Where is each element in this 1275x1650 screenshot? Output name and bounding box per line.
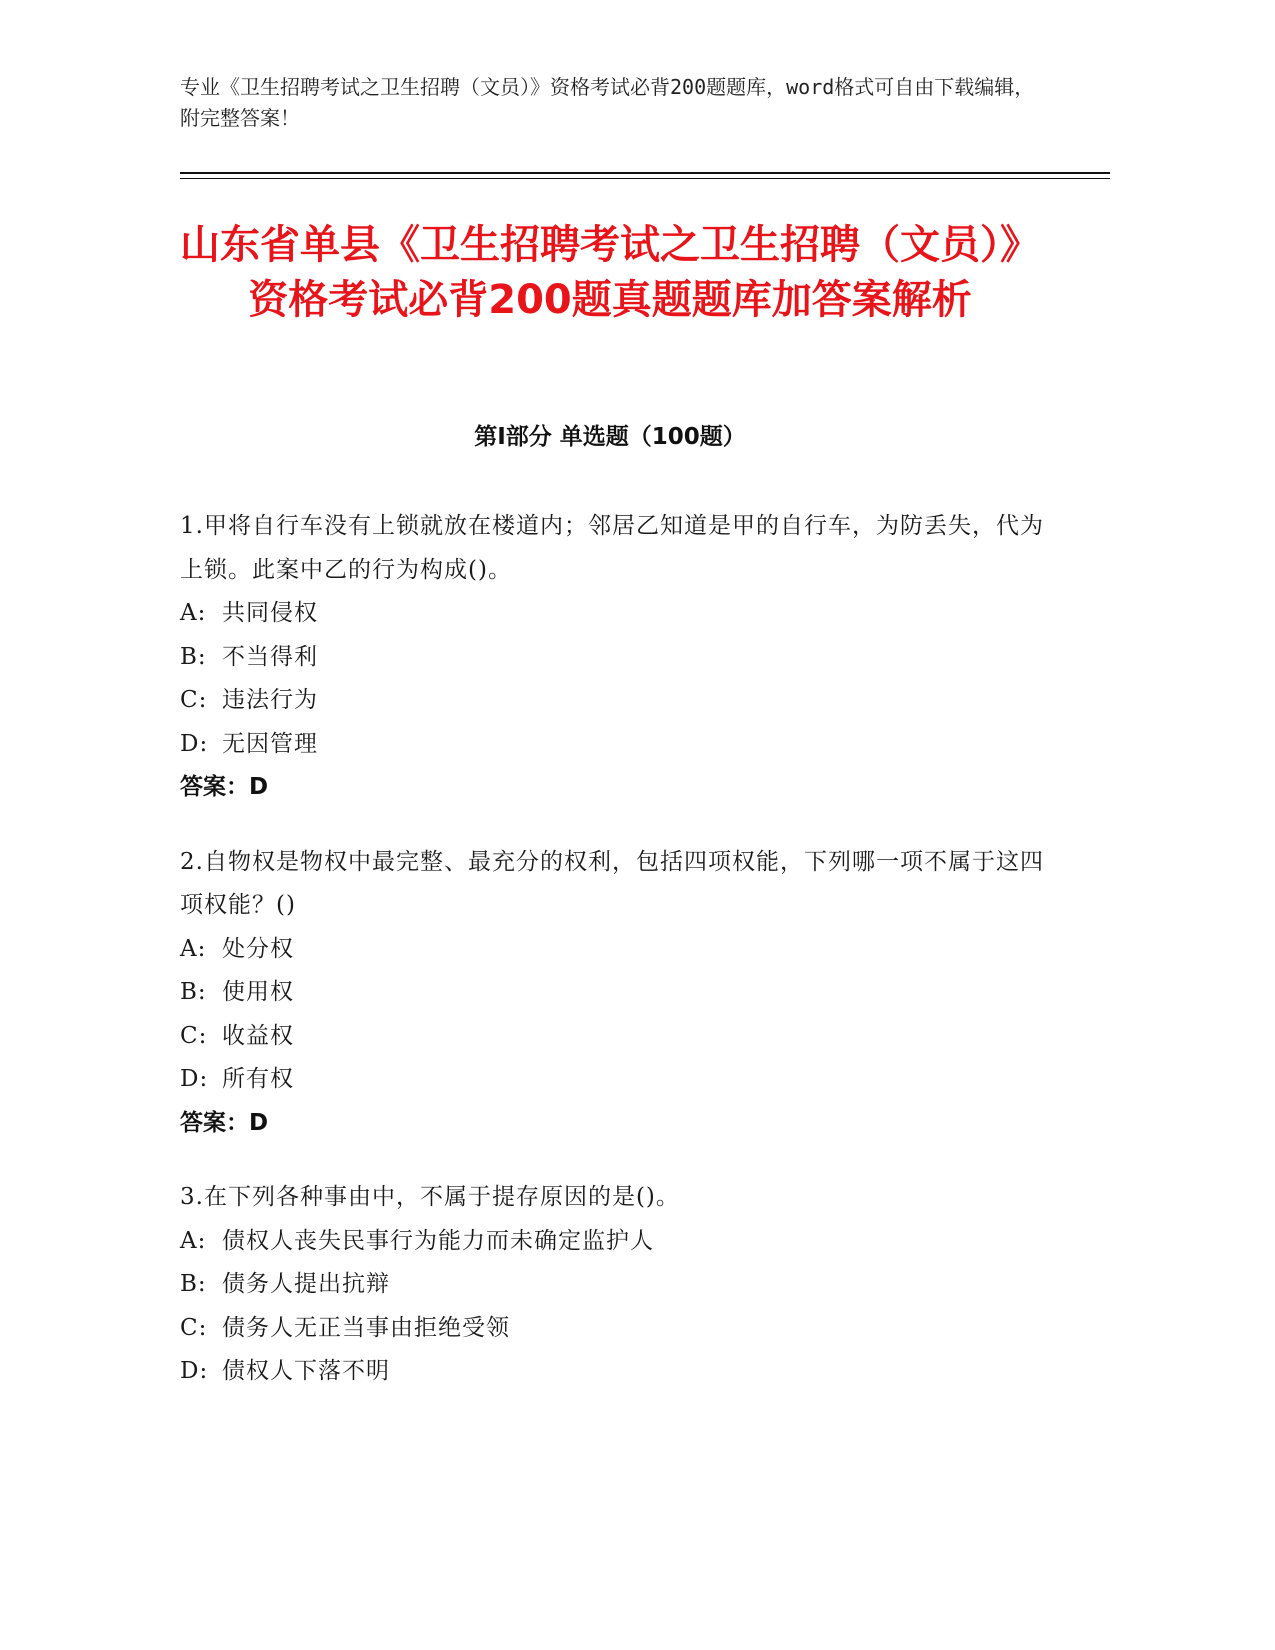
section-heading: 第Ⅰ部分 单选题（100题）	[474, 424, 746, 450]
option-d	[180, 1350, 1060, 1394]
question-stem: 1.甲将自行车没有上锁就放在楼道内；邻居乙知道是甲的自行车，为防丢失，代为上锁。此案中乙的行为构成()。	[180, 513, 1044, 583]
option-c	[180, 1307, 1060, 1351]
option-text: 使用权	[222, 979, 294, 1005]
option-letter: D:	[180, 730, 209, 757]
option-text: 债务人无正当事由拒绝受领	[222, 1314, 510, 1341]
option-d	[180, 1058, 1060, 1102]
option-letter: C:	[180, 687, 208, 713]
question-stem: 2.自物权是物权中最完整、最充分的权利，包括四项权能，下列哪一项不属于这四项权能？()	[180, 848, 1044, 918]
option-letter: A:	[180, 1227, 207, 1254]
option-text: 所有权	[222, 1066, 294, 1092]
option-text: 债务人提出抗辩	[222, 1271, 390, 1297]
header-note: 专业《卫生招聘考试之卫生招聘（文员）》资格考试必背200题题库，word格式可自由下载编辑，附完整答案！	[180, 75, 1035, 130]
option-letter: D:	[180, 1066, 209, 1092]
option-a	[180, 1220, 1060, 1264]
option-text: 违法行为	[222, 687, 318, 713]
option-text: 处分权	[222, 935, 294, 962]
option-c	[180, 679, 1060, 723]
option-text: 债权人下落不明	[222, 1358, 390, 1384]
option-letter: D:	[180, 1358, 209, 1384]
option-letter: C:	[180, 1022, 208, 1049]
option-b	[180, 636, 1060, 680]
question-item	[180, 505, 1060, 810]
option-letter: B:	[180, 1271, 207, 1297]
option-b	[180, 1263, 1060, 1307]
option-text: 无因管理	[222, 730, 318, 757]
option-a	[180, 928, 1060, 972]
option-letter: A:	[180, 600, 207, 626]
question-stem: 3.在下列各种事由中，不属于提存原因的是()。	[180, 1184, 680, 1210]
header-rule-thin	[180, 178, 1110, 179]
option-text: 收益权	[222, 1022, 294, 1049]
option-b	[180, 971, 1060, 1015]
option-letter: C:	[180, 1314, 208, 1341]
question-item	[180, 841, 1060, 1146]
option-text: 共同侵权	[222, 600, 318, 626]
option-text: 不当得利	[222, 643, 318, 670]
header-rule-thick	[180, 172, 1110, 174]
question-item	[180, 1176, 1060, 1394]
option-text: 债权人丧失民事行为能力而未确定监护人	[222, 1227, 654, 1254]
option-letter: B:	[180, 979, 207, 1005]
answer-line: 答案：D	[180, 1109, 269, 1136]
option-c	[180, 1015, 1060, 1059]
option-letter: B:	[180, 643, 207, 670]
answer-line: 答案：D	[180, 774, 269, 800]
option-letter: A:	[180, 935, 207, 962]
question-list	[180, 505, 1060, 1425]
document-title: 山东省单县《卫生招聘考试之卫生招聘（文员）》资格考试必背200题真题题库加答案解析	[180, 222, 1040, 323]
option-a	[180, 592, 1060, 636]
option-d	[180, 723, 1060, 767]
